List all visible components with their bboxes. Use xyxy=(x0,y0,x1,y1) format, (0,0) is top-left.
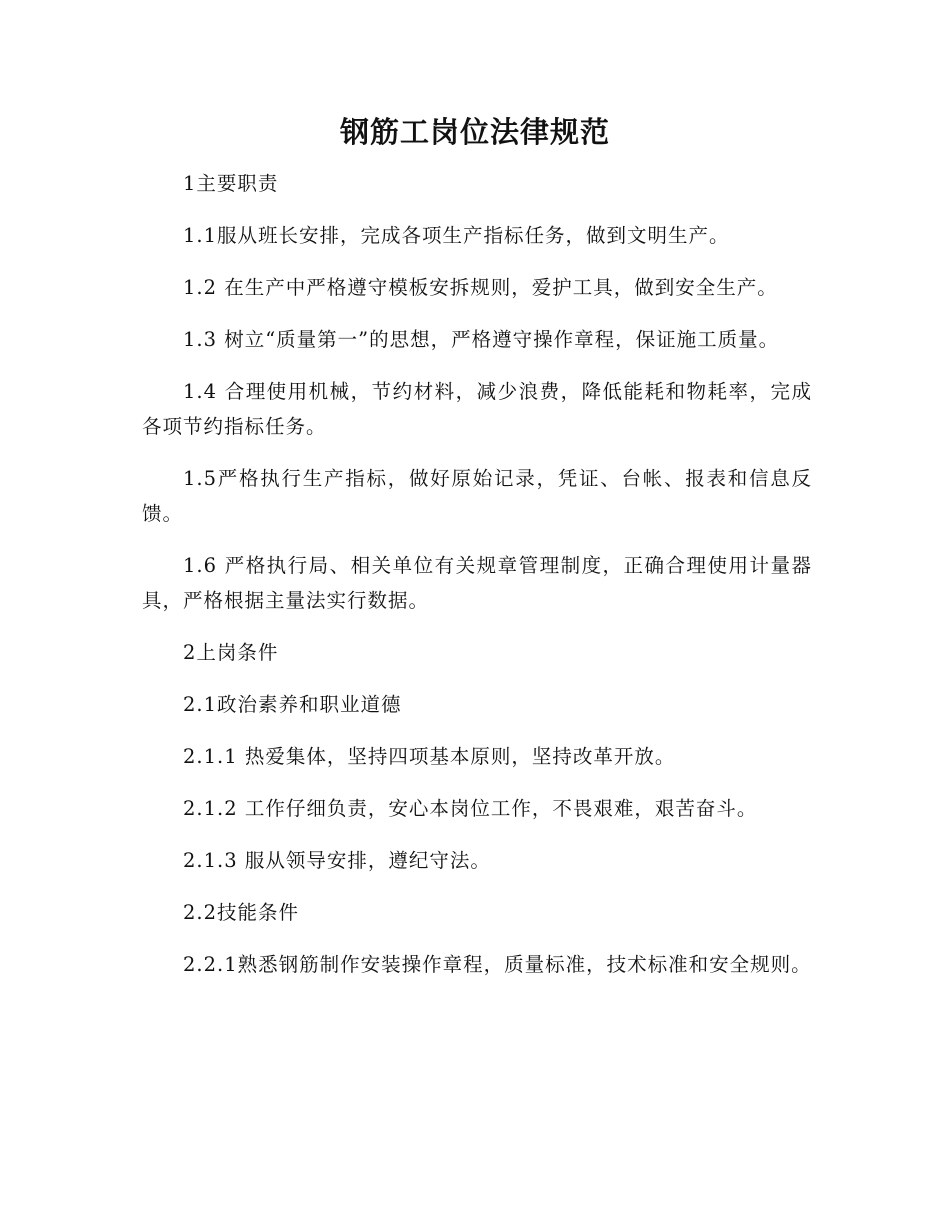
document-title: 钢筋工岗位法律规范 xyxy=(339,115,610,149)
paragraph-2-1-1: 2.1.1 热爱集体，坚持四项基本原则，坚持改革开放。 xyxy=(183,745,676,768)
paragraph-2-1-3: 2.1.3 服从领导安排，遵纪守法。 xyxy=(183,849,491,872)
paragraph-2-2-heading: 2.2技能条件 xyxy=(183,901,300,924)
paragraph-2-2-1: 2.2.1熟悉钢筋制作安装操作章程，质量标准，技术标准和安全规则。 xyxy=(183,953,812,976)
paragraph-1-5: 1.5严格执行生产指标，做好原始记录，凭证、台帐、报表和信息反馈。 xyxy=(142,467,812,525)
paragraph-section-1-heading: 1主要职责 xyxy=(183,172,279,195)
paragraph-2-1-2: 2.1.2 工作仔细负责，安心本岗位工作，不畏艰难，艰苦奋斗。 xyxy=(183,797,758,820)
paragraph-section-2-heading: 2上岗条件 xyxy=(183,641,279,664)
paragraph-1-1: 1.1服从班长安排，完成各项生产指标任务，做到文明生产。 xyxy=(183,224,730,247)
document-body xyxy=(142,166,812,999)
paragraph-1-6: 1.6 严格执行局、相关单位有关规章管理制度，正确合理使用计量器具，严格根据主量法实行数据。 xyxy=(142,554,812,612)
paragraph-1-3: 1.3 树立“质量第一”的思想，严格遵守操作章程，保证施工质量。 xyxy=(183,328,780,351)
paragraph-2-1-heading: 2.1政治素养和职业道德 xyxy=(183,693,402,716)
paragraph-1-2: 1.2 在生产中严格遵守模板安拆规则，爱护工具，做到安全生产。 xyxy=(183,276,778,299)
paragraph-1-4: 1.4 合理使用机械，节约材料，减少浪费，降低能耗和物耗率，完成各项节约指标任务。 xyxy=(142,380,812,438)
